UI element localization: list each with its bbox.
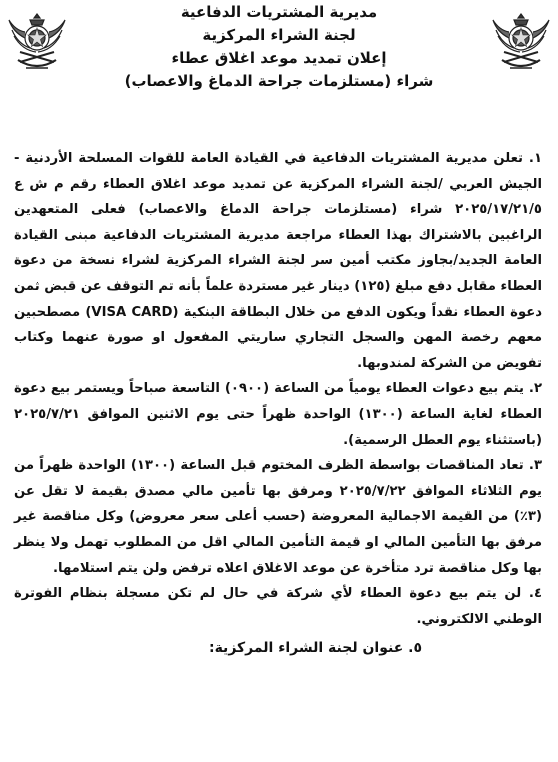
paragraph-2 xyxy=(14,376,542,453)
paragraph-text: ٤. لن يتم بيع دعوة العطاء لأي شركة في حال لم تكن مسجلة بنظام الفوترة الوطني الالكتروني. xyxy=(14,586,542,627)
armed-forces-emblem-right xyxy=(490,8,552,74)
section-5-heading xyxy=(14,636,542,662)
directorate-title: مديرية المشتريات الدفاعية xyxy=(180,3,378,21)
paragraph-text: ٥. عنوان لجنة الشراء المركزية: xyxy=(208,640,422,657)
paragraph-3 xyxy=(14,453,542,581)
announcement-header xyxy=(80,0,478,93)
announcement-title: إعلان تمديد موعد اغلاق عطاء xyxy=(171,49,387,67)
paragraph-4 xyxy=(14,581,542,632)
armed-forces-emblem-icon xyxy=(6,8,68,74)
paragraph-1 xyxy=(14,146,542,376)
committee-title: لجنة الشراء المركزية xyxy=(202,26,356,44)
armed-forces-emblem-left xyxy=(6,8,68,74)
armed-forces-emblem-icon xyxy=(490,8,552,74)
announcement-body xyxy=(14,146,542,662)
tender-subject: شراء (مستلزمات جراحة الدماغ والاعصاب) xyxy=(124,72,434,90)
paragraph-text: ٣. تعاد المناقصات بواسطة الظرف المختوم قبل الساعة (١٣٠٠) الواحدة ظهراً من يوم الثلاثاء الموافق ٢٠٢٥/٧/٢٢ ومرفق بها تأمين مالي مصدق بقيمة لا تقل عن (٣٪) من القيمة الاجمالية المعروضة (حسب أعلى سعر معروض) وكل مناقصة غير مرفق بها التأمين المالي او قيمة التأمين المالي اقل من المطلوب تهمل ولا ينظر بها وكل مناقصة ترد متأخرة عن موعد الاغلاق اعلاه ترفض ولن يتم استلامها. xyxy=(14,458,543,576)
paragraph-text: ٢. يتم بيع دعوات العطاء يومياً من الساعة (٠٩٠٠) التاسعة صباحاً ويستمر بيع دعوة العطاء لغاية الساعة (١٣٠٠) الواحدة ظهراً حتى يوم الاثنين الموافق ٢٠٢٥/٧/٢١ (باستثناء يوم العطل الرسمية). xyxy=(14,381,542,448)
paragraph-text: ١. تعلن مديرية المشتريات الدفاعية في القيادة العامة للقوات المسلحة الأردنية - الجيش العربي /لجنة الشراء المركزية عن تمديد موعد اغلاق العطاء رقم م ش ع ٢٠٢٥/١٧/٢١/٥ شراء (مستلزمات جراحة الدماغ والاعصاب) فعلى المتعهدين الراغبين بالاشتراك بهذا العطاء مراجعة مديرية المشتريات الدفاعية مبنى القيادة العامة الجديد/بجاوز مكتب أمين سر لجنة الشراء المركزية لشراء نسخة من دعوة العطاء مقابل دفع مبلغ (١٢٥) دينار غير مستردة علماً بأنه تم التوقف عن قبض ثمن دعوة العطاء نقداً ويكون الدفع من خلال البطاقة البنكية (VISA CARD) مصطحبين معهم رخصة المهن والسجل التجاري ساريتي المفعول او صورة عنهما وكتاب تفويض من الشركة لمندوبها. xyxy=(14,151,542,371)
